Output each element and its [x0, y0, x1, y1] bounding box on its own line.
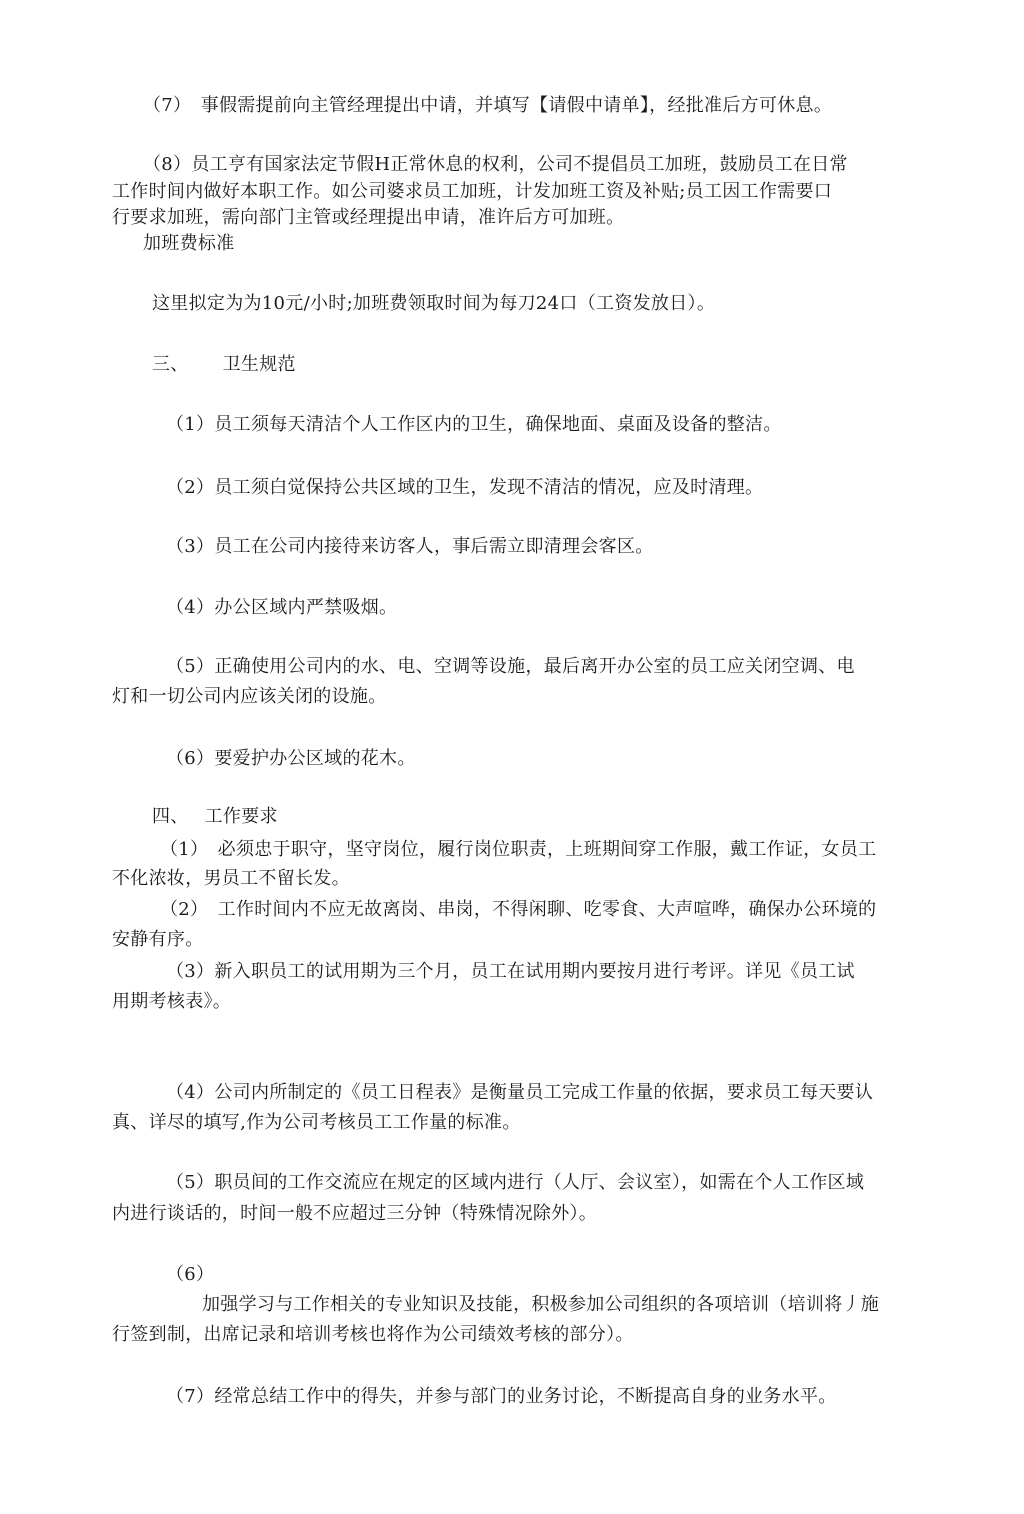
section-4-number: 四、 [152, 806, 189, 827]
section-4-title: 工作要求 [204, 806, 278, 827]
section-4-item-4-line-1: （4）公司内所制定的《员工日程表》是衡量员工完成工作量的依据，要求员工每天要认 [166, 1082, 874, 1103]
section-3-item-3: （3）员工在公司内接待来访客人，事后需立即清理会客区。 [166, 536, 654, 557]
section-3-item-2: （2）员工须白觉保持公共区域的卫生，发现不清洁的情况，应及时清理。 [166, 477, 764, 498]
section-4-item-6-line-1: 加强学习与工作相关的专业知识及技能，积极参加公司组织的各项培训（培训将丿施 [202, 1294, 880, 1315]
overtime-rate-line: 这里拟定为为10元/小时;加班费领取时间为每刀24口（工资发放日）。 [152, 293, 716, 314]
section-4-item-2-line-2: 安静有序。 [112, 929, 204, 950]
section-4-heading [152, 806, 278, 828]
overtime-heading: 加班费标准 [143, 233, 235, 254]
section-4-item-5-line-1: （5）职员间的工作交流应在规定的区域内进行（人厅、会议室），如需在个人工作区域 [166, 1172, 865, 1193]
section-4-item-6-line-2: 行签到制，出席记录和培训考核也将作为公司绩效考核的部分）。 [112, 1324, 634, 1345]
section-3-item-5-line-2: 灯和一切公司内应该关闭的设施。 [112, 686, 387, 707]
paragraph-8-line-1: （8）员工亨有国家法定节假H正常休息的权利，公司不提倡员工加班，鼓励员工在日常 [143, 154, 848, 175]
section-3-item-4: （4）办公区域内严禁吸烟。 [166, 597, 398, 618]
section-3-item-1: （1）员工须每天清洁个人工作区内的卫生，确保地面、桌面及设备的整洁。 [166, 414, 782, 435]
section-4-item-1-line-2: 不化浓妆，男员工不留长发。 [112, 868, 350, 889]
section-3-item-5-line-1: （5）正确使用公司内的水、电、空调等设施，最后离开办公室的员工应关闭空调、电 [166, 656, 855, 677]
section-3-item-6: （6）要爱护办公区域的花木。 [166, 748, 416, 769]
section-4-item-7: （7）经常总结工作中的得失，并参与部门的业务讨论，不断提高自身的业务水平。 [166, 1386, 837, 1407]
section-3-heading [152, 354, 296, 376]
section-4-item-6-number: （6） [166, 1264, 215, 1285]
paragraph-7-line-1: （7） 事假需提前向主管经理提出中请，并填写【请假中请单】，经批准后方可休息。 [143, 95, 833, 116]
paragraph-8-line-3: 行要求加班，需向部门主管或经理提出申请，准许后方可加班。 [112, 207, 625, 228]
section-4-item-3-line-1: （3）新入职员工的试用期为三个月，员工在试用期内要按月进行考评。详见《员工试 [166, 961, 855, 982]
section-4-item-5-line-2: 内进行谈话的，时间一般不应超过三分钟（特殊情况除外）。 [112, 1203, 598, 1224]
section-4-item-3-line-2: 用期考核表》。 [112, 991, 232, 1012]
section-3-title: 卫生规范 [222, 354, 296, 375]
section-4-item-2-line-1: （2） 工作时间内不应无故离岗、串岗，不得闲聊、吃零食、大声喧哗，确保办公环境的 [160, 899, 877, 920]
section-4-item-4-line-2: 真、详尽的填写,作为公司考核员工工作量的标准。 [112, 1112, 521, 1133]
section-3-number: 三、 [152, 354, 189, 375]
paragraph-8-line-2: 工作时间内做好本职工作。如公司婆求员工加班，计发加班工资及补贴;员工因工作需要口 [112, 181, 833, 202]
section-4-item-1-line-1: （1） 必须忠于职守，坚守岗位，履行岗位职责，上班期间穿工作服，戴工作证，女员工 [160, 839, 877, 860]
